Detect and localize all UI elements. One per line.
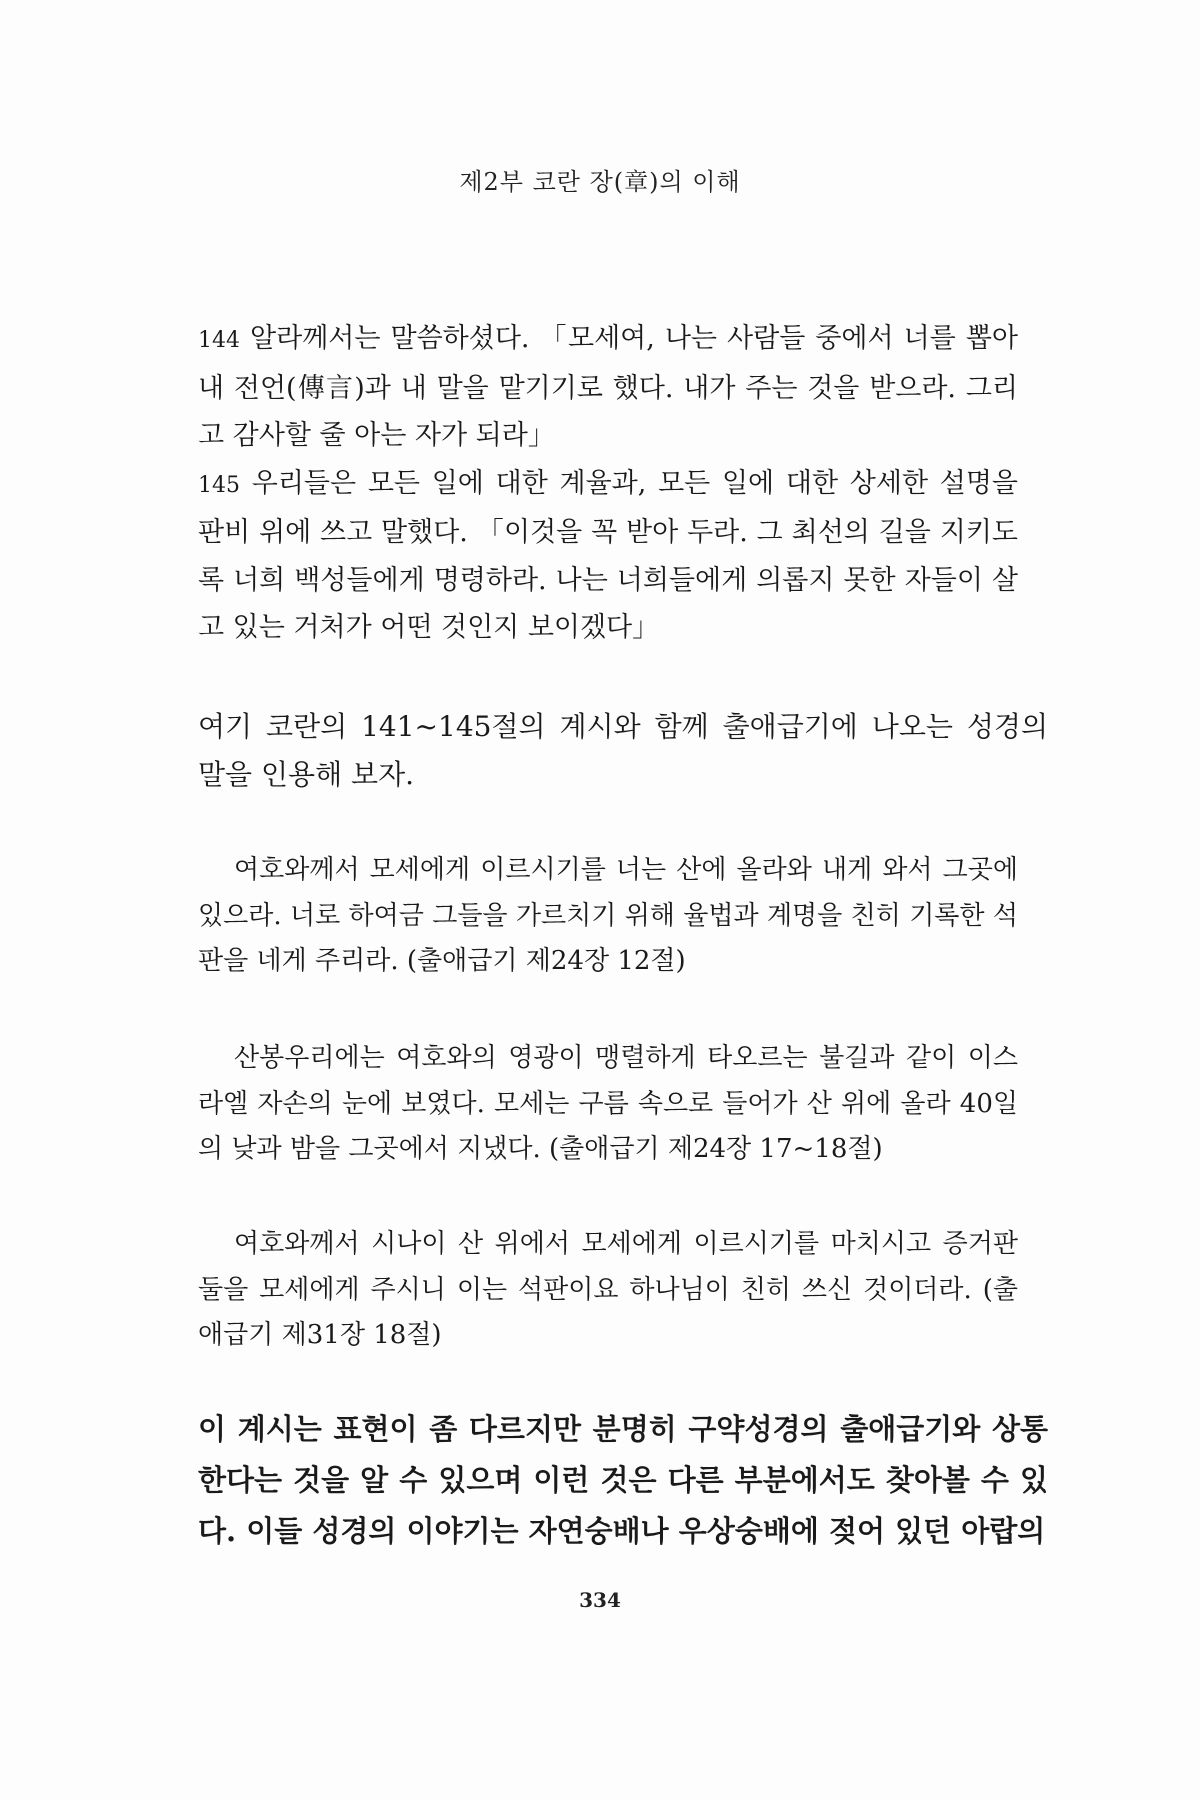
closing-text: 이 계시는 표현이 좀 다르지만 분명히 구약성경의 출애급기와 상통한다는 것을 알 수 있으며 이런 것은 다른 부분에서도 찾아볼 수 있다. 이들 성경의 이야기는 자연숭배나 우상숭배에 젖어 있던 아랍의 — [198, 1412, 1048, 1548]
bible-quote-1 — [198, 848, 1018, 985]
verse-144 — [198, 315, 1018, 460]
bible-quote-3 — [198, 1222, 1018, 1359]
running-header: 제2부 코란 장(章)의 이해 — [459, 168, 741, 196]
bible-quote-text: 여호와께서 시나이 산 위에서 모세에게 이르시기를 마치시고 증거판 둘을 모세에게 주시니 이는 석판이요 하나님이 친히 쓰신 것이더라. (출애급기 제31장 18절) — [198, 1229, 1018, 1350]
bible-quote-text: 여호와께서 모세에게 이르시기를 너는 산에 올라와 내게 와서 그곳에 있으라. 너로 하여금 그들을 가르치기 위해 율법과 계명을 친히 기록한 석판을 네게 주리라. (출애급기 제24장 12절) — [198, 855, 1018, 976]
bible-quote-2 — [198, 1036, 1018, 1173]
verse-number: 145 — [198, 472, 240, 498]
bible-quote-text: 산봉우리에는 여호와의 영광이 맹렬하게 타오르는 불길과 같이 이스라엘 자손의 눈에 보였다. 모세는 구름 속으로 들어가 산 위에 올라 40일의 낮과 밤을 그곳에서 지냈다. (출애급기 제24장 17~18절) — [198, 1043, 1018, 1164]
verse-number: 144 — [198, 328, 240, 353]
closing-paragraph — [198, 1404, 1048, 1557]
verse-text: 알라께서는 말씀하셨다. 「모세여, 나는 사람들 중에서 너를 뽑아 내 전언(傳言)과 내 말을 맡기기로 했다. 내가 주는 것을 받으라. 그리고 감사할 줄 아는 자가 되라」 — [198, 323, 1018, 451]
commentary-text: 여기 코란의 141~145절의 계시와 함께 출애급기에 나오는 성경의 말을 인용해 보자. — [198, 710, 1048, 791]
page-number: 334 — [579, 1588, 621, 1612]
verse-145 — [198, 460, 1018, 652]
commentary-paragraph — [198, 703, 1048, 799]
quran-verse-block — [198, 315, 1018, 652]
verse-text: 우리들은 모든 일에 대한 계율과, 모든 일에 대한 상세한 설명을 판비 위에 쓰고 말했다. 「이것을 꼭 받아 두라. 그 최선의 길을 지키도록 너희 백성들에게 명령하라. 나는 너희들에게 의롭지 못한 자들이 살고 있는 거처가 어떤 것인지 보이겠다」 — [198, 467, 1019, 643]
